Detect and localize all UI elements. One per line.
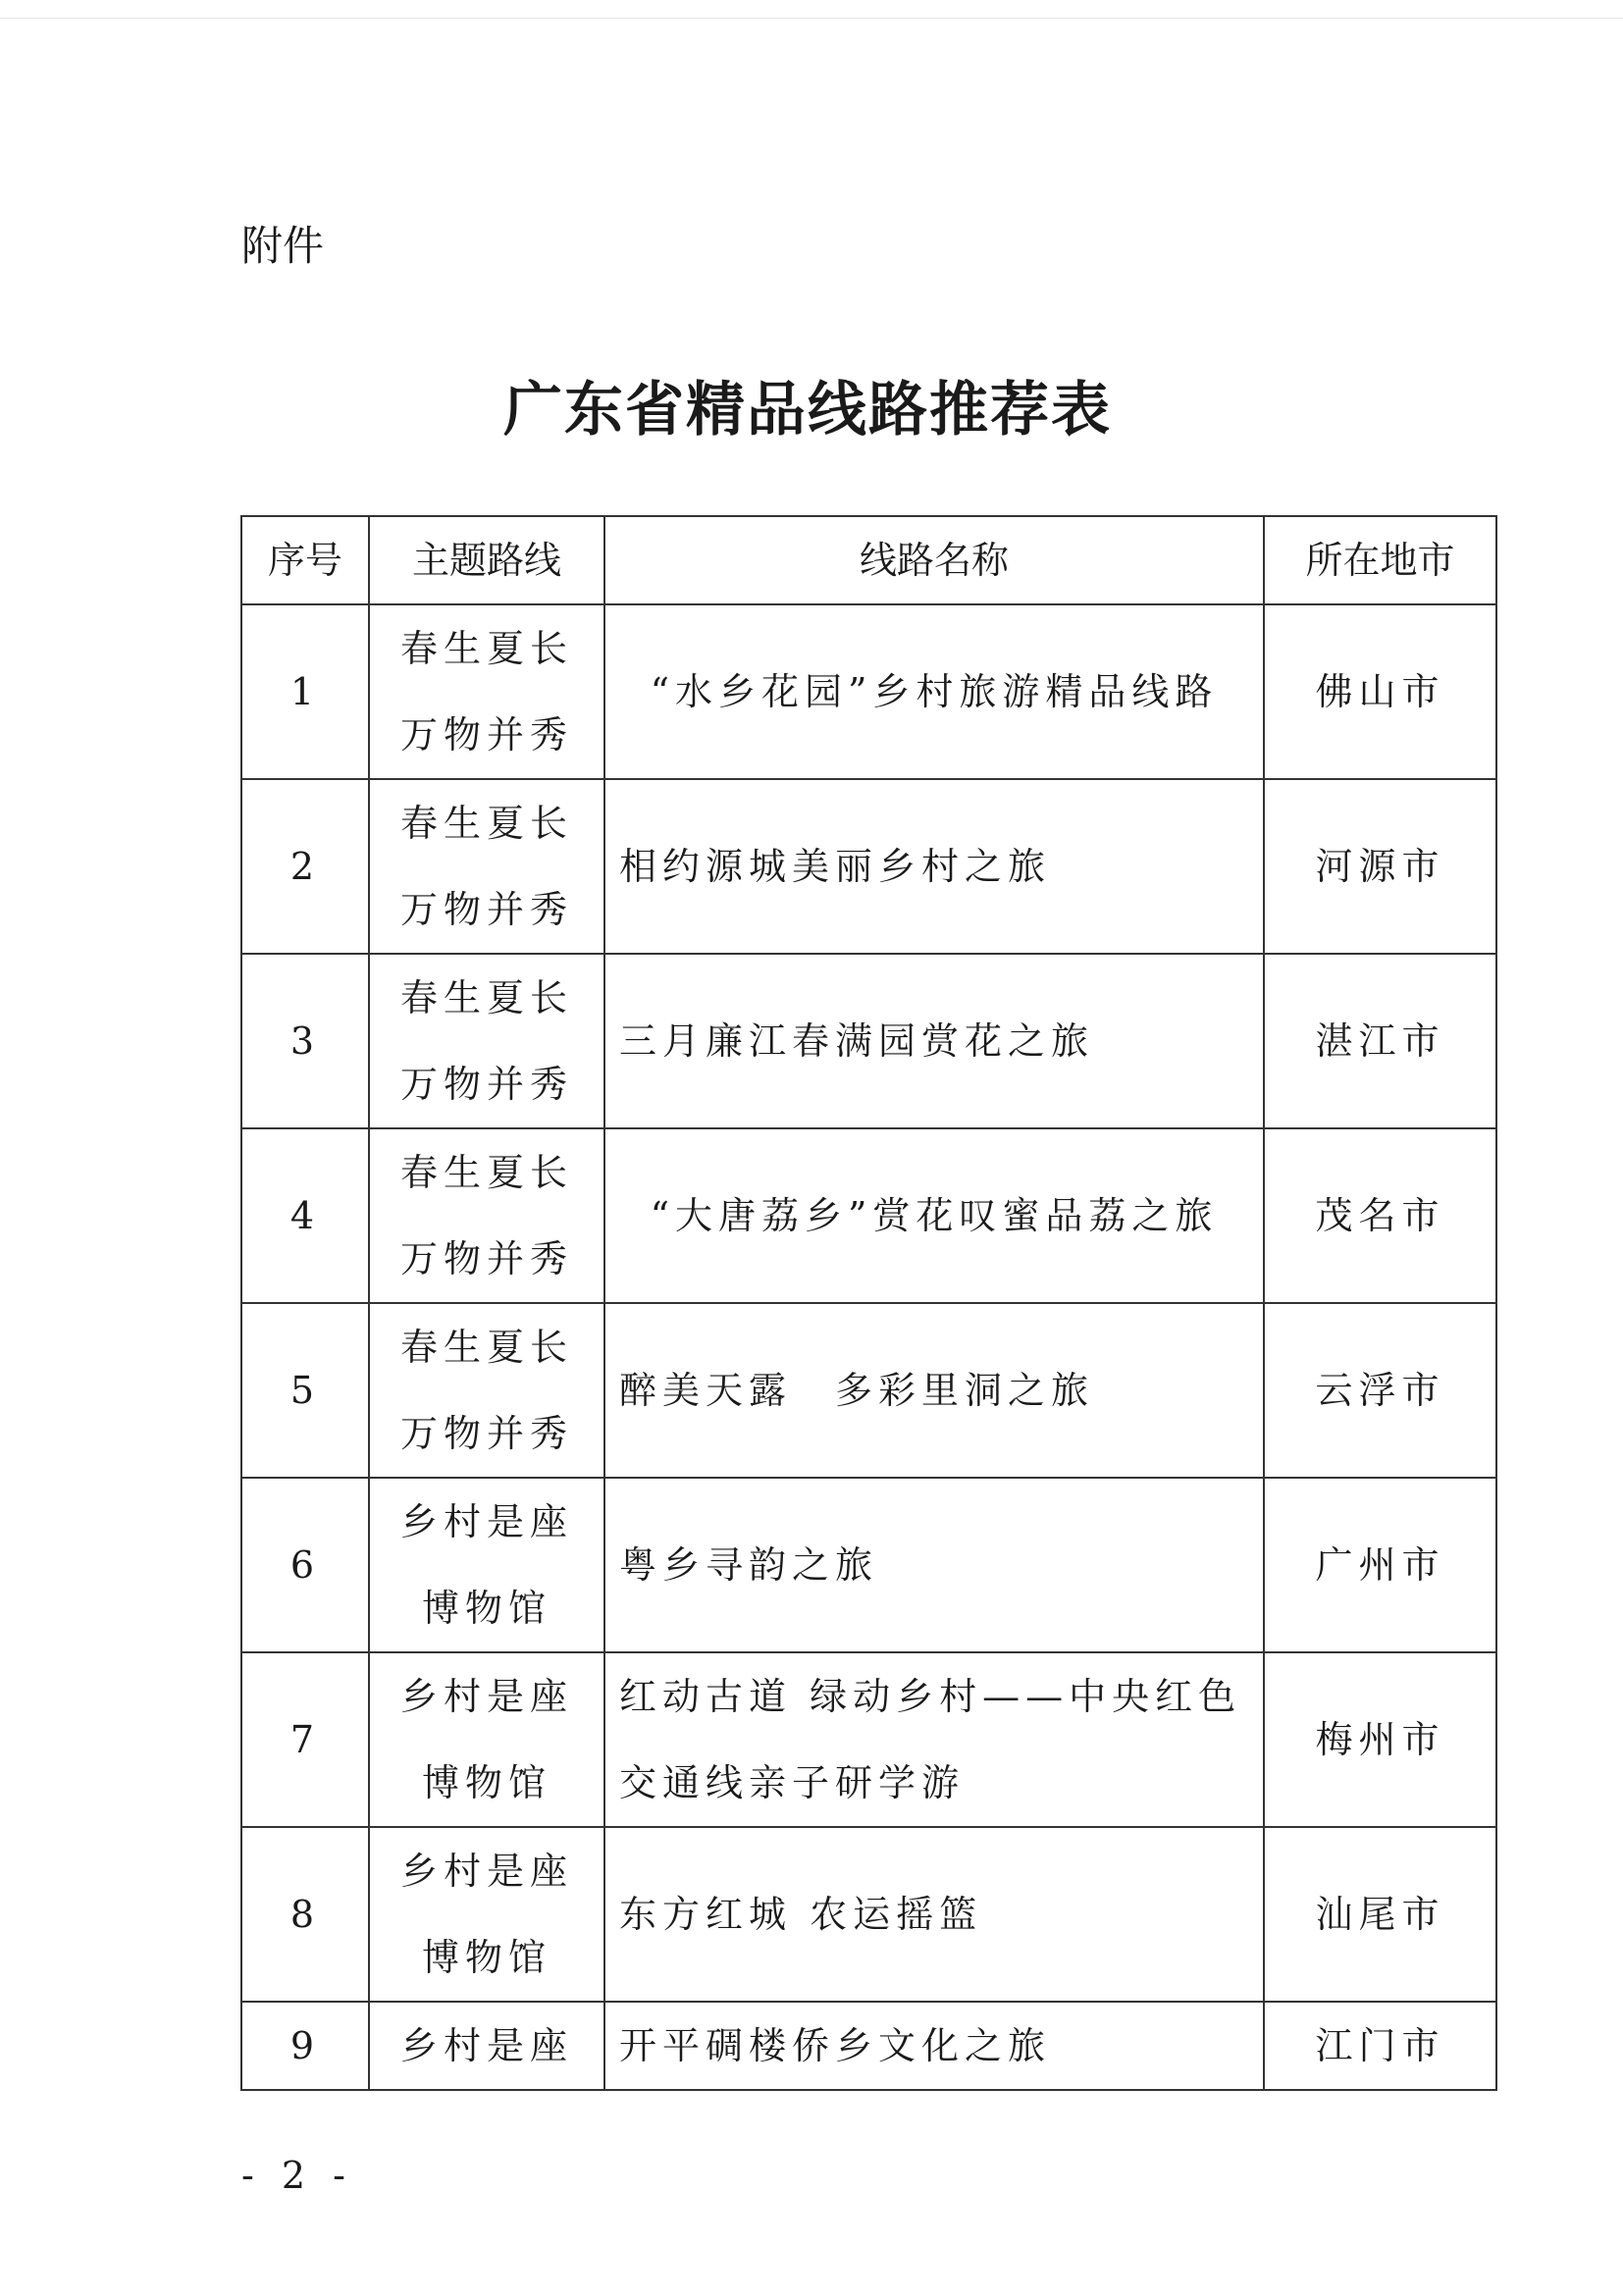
row-number: 9 [241,2002,369,2090]
route-name: “大唐荔乡”赏花叹蜜品荔之旅 [604,1128,1264,1303]
header-route-name: 线路名称 [604,516,1264,604]
theme-line: 博物馆 [421,1936,551,1979]
table-row [241,1478,1496,1652]
route-name: 三月廉江春满园赏花之旅 [604,954,1264,1128]
row-theme [369,1478,604,1652]
theme-line: 万物并秀 [399,1063,573,1106]
row-theme [369,1827,604,2002]
page-title [0,363,1623,447]
header-no: 序号 [241,516,369,604]
theme-line: 万物并秀 [399,1412,573,1455]
table-row [241,1652,1496,1827]
row-city: 河源市 [1264,779,1496,954]
route-name: “水乡花园”乡村旅游精品线路 [604,604,1264,779]
row-theme [369,1303,604,1478]
row-number: 1 [241,604,369,779]
theme-line: 万物并秀 [399,713,573,757]
row-city: 佛山市 [1264,604,1496,779]
theme-line: 春生夏长 [399,976,573,1019]
row-city: 茂名市 [1264,1128,1496,1303]
row-theme [369,1652,604,1827]
table-header-row [241,516,1496,604]
theme-line: 乡村是座 [399,1675,573,1718]
row-number: 5 [241,1303,369,1478]
row-number: 3 [241,954,369,1128]
row-city: 云浮市 [1264,1303,1496,1478]
theme-line: 乡村是座 [399,1850,573,1893]
table-row [241,1128,1496,1303]
theme-line: 万物并秀 [399,888,573,931]
route-name: 红动古道 绿动乡村——中央红色交通线亲子研学游 [604,1652,1264,1827]
row-city: 汕尾市 [1264,1827,1496,2002]
row-city: 广州市 [1264,1478,1496,1652]
row-city: 梅州市 [1264,1652,1496,1827]
route-name: 醉美天露 多彩里洞之旅 [604,1303,1264,1478]
table-row [241,779,1496,954]
row-number: 7 [241,1652,369,1827]
row-theme [369,604,604,779]
theme-line: 春生夏长 [399,627,573,670]
attachment-label: 附件 [241,222,325,270]
table-row [241,1827,1496,2002]
header-theme: 主题路线 [369,516,604,604]
row-theme [369,2002,604,2090]
row-city: 江门市 [1264,2002,1496,2090]
theme-line: 春生夏长 [399,1326,573,1369]
table-row [241,2002,1496,2090]
route-table [240,515,1497,2091]
route-name: 相约源城美丽乡村之旅 [604,779,1264,954]
theme-line: 万物并秀 [399,1237,573,1280]
theme-line: 博物馆 [421,1587,551,1630]
route-name: 东方红城 农运摇篮 [604,1827,1264,2002]
route-name: 粤乡寻韵之旅 [604,1478,1264,1652]
row-theme [369,779,604,954]
table-row [241,954,1496,1128]
table-row [241,1303,1496,1478]
row-number: 2 [241,779,369,954]
theme-line: 春生夏长 [399,802,573,845]
theme-line: 博物馆 [421,1761,551,1804]
scan-edge-line [0,18,1623,19]
row-city: 湛江市 [1264,954,1496,1128]
page-number: - 2 - [241,2154,354,2197]
header-city: 所在地市 [1264,516,1496,604]
row-theme [369,1128,604,1303]
row-theme [369,954,604,1128]
table-row [241,604,1496,779]
row-number: 4 [241,1128,369,1303]
row-number: 6 [241,1478,369,1652]
page-title-text: 广东省精品线路推荐表 [503,376,1112,444]
row-number: 8 [241,1827,369,2002]
theme-line: 乡村是座 [399,2024,573,2067]
theme-line: 春生夏长 [399,1151,573,1194]
theme-line: 乡村是座 [399,1500,573,1543]
route-name: 开平碉楼侨乡文化之旅 [604,2002,1264,2090]
